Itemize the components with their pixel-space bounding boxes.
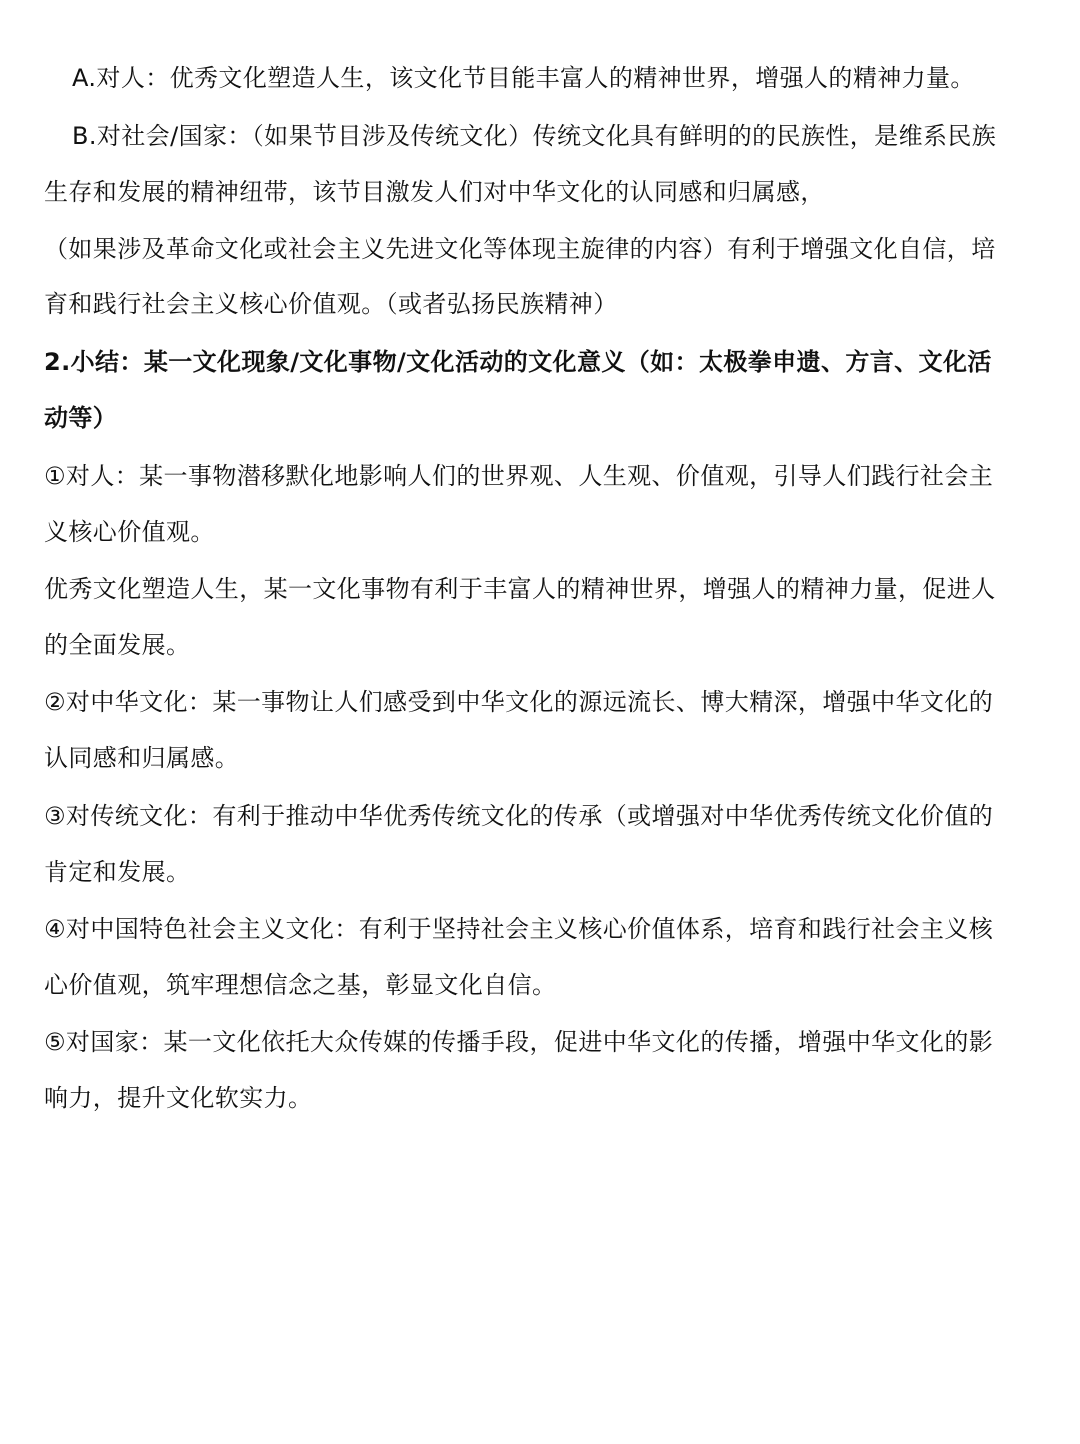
- item-5-nation-cont: 响力，提升文化软实力。: [44, 1084, 313, 1112]
- item-1-excellent-culture-cont: 的全面发展。: [44, 631, 191, 659]
- point-b-society: B.对社会/国家：（如果节目涉及传统文化）传统文化具有鲜明的的民族性，是维系民族: [72, 122, 997, 150]
- item-4-socialist-culture: ④对中国特色社会主义文化：有利于坚持社会主义核心价值体系，培育和践行社会主义核: [44, 915, 994, 943]
- section-2-heading-cont: 动等）: [44, 404, 118, 432]
- item-2-chinese-culture-cont: 认同感和归属感。: [44, 744, 240, 772]
- item-3-traditional-culture: ③对传统文化：有利于推动中华优秀传统文化的传承（或增强对中华优秀传统文化价值的: [44, 802, 994, 830]
- item-1-individual: ①对人：某一事物潜移默化地影响人们的世界观、人生观、价值观，引导人们践行社会主: [44, 462, 994, 490]
- section-2-heading: 2.小结：某一文化现象/文化事物/文化活动的文化意义（如：太极拳申遗、方言、文化活: [44, 348, 992, 376]
- item-2-chinese-culture: ②对中华文化：某一事物让人们感受到中华文化的源远流长、博大精深，增强中华文化的: [44, 688, 994, 716]
- item-3-traditional-culture-cont: 肯定和发展。: [44, 858, 191, 886]
- item-4-socialist-culture-cont: 心价值观，筑牢理想信念之基，彰显文化自信。: [44, 971, 557, 999]
- item-1-individual-cont: 义核心价值观。: [44, 518, 215, 546]
- item-5-nation: ⑤对国家：某一文化依托大众传媒的传播手段，促进中华文化的传播，增强中华文化的影: [44, 1028, 994, 1056]
- item-1-excellent-culture: 优秀文化塑造人生，某一文化事物有利于丰富人的精神世界，增强人的精神力量，促进人: [44, 575, 996, 603]
- point-b-society-cont: 生存和发展的精神纽带，该节目激发人们对中华文化的认同感和归属感，: [44, 178, 825, 206]
- point-b-revolutionary-culture-cont: 育和践行社会主义核心价值观。（或者弘扬民族精神）: [44, 290, 618, 318]
- point-b-revolutionary-culture: （如果涉及革命文化或社会主义先进文化等体现主旋律的内容）有利于增强文化自信，培: [44, 235, 996, 263]
- point-a-individual: A.对人：优秀文化塑造人生，该文化节目能丰富人的精神世界，增强人的精神力量。: [72, 64, 975, 92]
